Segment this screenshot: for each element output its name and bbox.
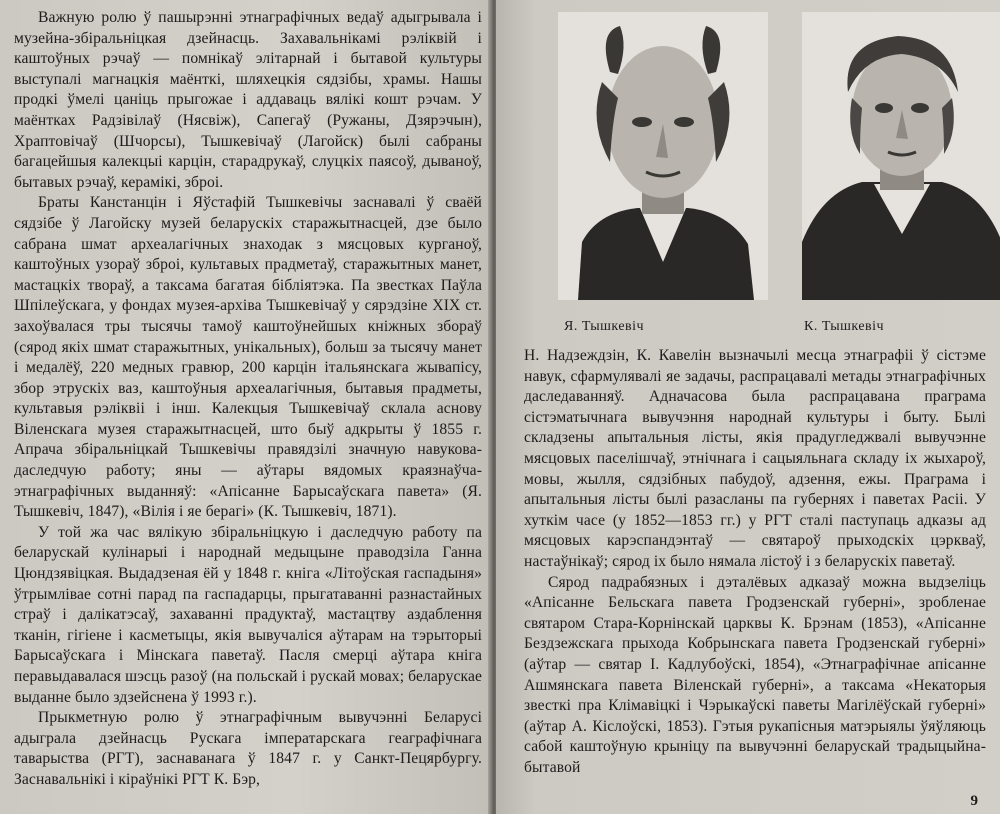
portrait-ya-tyshkevich [558, 12, 768, 300]
right-page [496, 0, 1000, 814]
paragraph: Важную ролю ў пашырэнні этнаграфічных ведаў адыгрывала і музейна-збіральніцкая дзейнасць. Захавальнікамі рэліквій і каштоўных рэчаў — помнікаў элітарнай і бытавой культуры выступалі магнацкія маёнткі, шляхецкія сядзібы, храмы. Нашы продкі ўмелі цаніць прыгожае і аддаваць вялікі кошт рэчам. У маёнтках Радзівілаў (Нясвіж), Сапегаў (Ружаны, Дзярэчын), Храптовічаў (Шчорсы), Тышкевічаў (Лагойск) былі сабраны багацейшыя калекцыі карцін, старадрукаў, слуцкіх паясоў, дываноў, бытавых рэчаў, керамікі, зброі. [14, 9, 482, 191]
caption-ya-tyshkevich: Я. Тышкевіч [564, 319, 645, 334]
paragraph: Прыкметную ролю ў этнаграфічным вывучэнні Беларусі адыграла дзейнасць Рускага імператарскага геаграфічнага таварыства (РГТ), заснаванага ў 1847 г. у Санкт-Пецярбургу. Заснавальнікі і кіраўнікі РГТ К. Бэр, [14, 709, 482, 788]
paragraph: Сярод падрабязных і дэталёвых адказаў можна выдзеліць «Апісанне Бельскага павета Гродзенскай губерні», зробленае святаром Стара-Корнінскай царквы К. Брэнам (1853), «Апісанне Бездзежскага прыхода Кобрынскага павета Гродзенскай губерні» (аўтар — святар І. Кадлубоўскі, 1854), «Этнаграфічнае апісанне Ашмянскага павета Віленскай губерні», а таксама «Некаторыя звесткі пра Клімавіцкі і Чэрыкаўскі паветы Магілёўскай губерні» (аўтар А. Кіслоўскі, 1853). Гэтыя рукапісныя матэрыялы ўяўляюць сабой каштоўную крыніцу па вывучэнні беларускай традыцыйна-бытавой [524, 573, 986, 776]
portrait-ya-tyshkevich-image [558, 12, 768, 300]
page-number: 9 [970, 793, 978, 809]
caption-k-tyshkevich: К. Тышкевіч [804, 319, 885, 334]
paragraph: Браты Канстанцін і Яўстафій Тышкевічы заснавалі ў сваёй сядзібе ў Лагойску музей беларускіх старажытнасцей, дзе было сабрана шмат археалагічных знаходак з мясцовых курганоў, каштоўных узораў зброі, культавых прадметаў, старажытных манет, мастацкіх твораў, а таксама багатая бібліятэка. Па звестках Паўла Шпілеўскага, у фондах музея-архіва Тышкевічаў у сярэдзіне XIX ст. захоўвалася тры тысячы тамоў каштоўнейшых кніжных збораў (сярод якіх шмат старажытных, унікальных), больш за тысячу манет і медалёў, 220 медных гравюр, 200 карцін італьянскага жывапісу, збор этрускіх ваз, каштоўныя археалагічныя, бытавыя прадметы, культавыя рэліквіі і інш. Калекцыя Тышкевічаў склала аснову Віленскага музея старажытнасцей, што быў адкрыты ў 1855 г. Апрача збіральніцкай Тышкевічы правядзілі значную навукова-даследчую работу; яны — аўтары вядомых краязнаўча-этнаграфічных выданняў: «Апісанне Барысаўскага павета» (Я. Тышкевіч, 1847), «Вілія і яе берагі» (К. Тышкевіч, 1871). [14, 194, 482, 521]
portrait-k-tyshkevich-image [802, 12, 1000, 300]
paragraph: У той жа час вялікую збіральніцкую і даследчую работу па беларускай кулінарыі і народнай медыцыне праводзіла Ганна Цюндзявіцкая. Выдадзеная ёй у 1848 г. кніга «Літоўская гаспадыня» ўтрымлівае сотні парад па гаспадарцы, прыгатаванні разнастайных страў і далікатэсаў, захаванні прадуктаў, мастацтву аздаблення тканін, гігіене і касметыцы, якія вывучаліся аўтарам на тэрыторыі Барысаўскага і Мінскага паветаў. Пасля смерці аўтара кніга перавыдавалася шэсць разоў (на польскай і рускай мовах; беларускае выданне было здзейснена ў 1993 г.). [14, 523, 482, 706]
portrait-k-tyshkevich [802, 12, 1000, 300]
left-page [0, 0, 492, 814]
portrait-figures [524, 0, 986, 346]
paragraph: Н. Надзеждзін, К. Кавелін вызначылі месца этнаграфіі ў сістэме навук, сфармулявалі яе задачы, распрацавалі метады этнаграфічных даследаванняў. Адначасова была распрацавана праграма сістэматычнага вывучэння народнай культуры і быту. Былі складзены апытальныя лісты, якія прадугледжвалі вывучэнне мясцовых паселішчаў, этнічнага і сацыяльнага складу іх жыхароў, мовы, жылля, сядзібных пабудоў, адзення, ежы. Праграма і апытальныя лісты былі разасланы па губернях і паветах Расіі. У хуткім часе (у 1852—1853 гг.) у РГТ сталі паступаць адказы ад мясцовых карэспандэнтаў — святароў прыходскіх цэркваў, настаўнікаў; сярод іх было нямала лістоў і з беларускіх паветаў. [524, 347, 986, 570]
